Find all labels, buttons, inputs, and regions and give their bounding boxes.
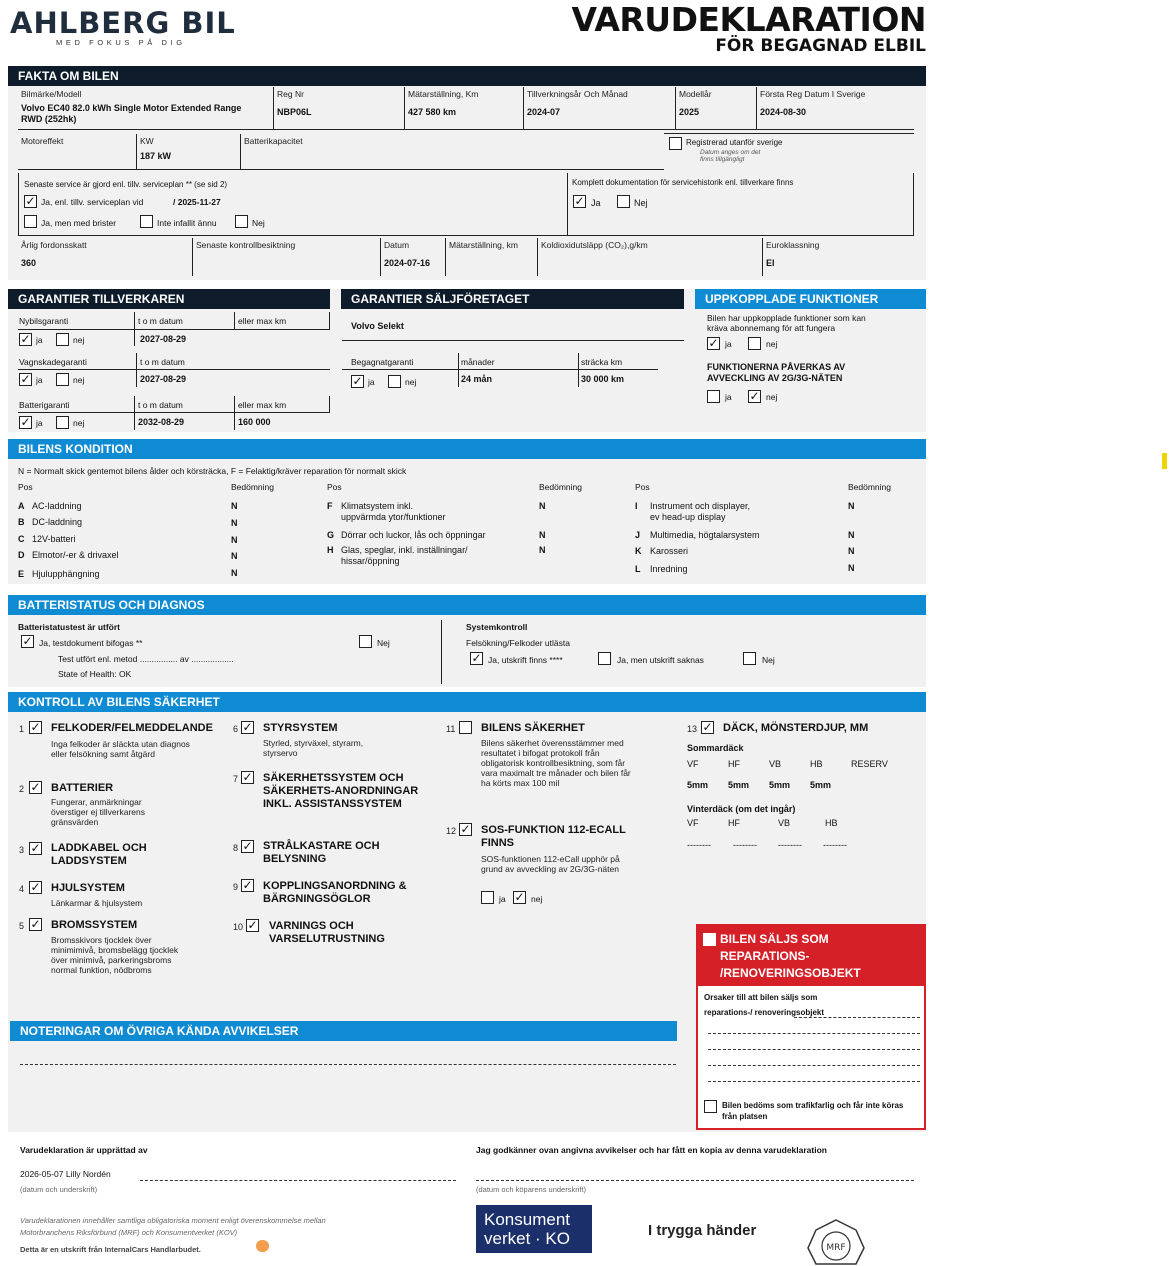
impact-yes-label: ja [725, 392, 732, 402]
summer-col-vb: VB [769, 759, 782, 769]
item5-num: 5 [19, 921, 25, 931]
cond-C-letter: C [18, 534, 25, 544]
item2-desc: Fungerar, anmärkningar överstiger ej tillverkarens gränsvärden [51, 797, 146, 827]
distance-label: sträcka km [581, 357, 623, 367]
brand-cell [18, 87, 273, 130]
service-date: / 2025-11-27 [173, 197, 221, 207]
rating-label-3: Bedömning [848, 482, 892, 492]
cond-G-label: Dörrar och luckor, lås och öppningar [341, 530, 486, 540]
printout-note: Detta är en utskrift från InternalCars Handlarbudet. [20, 1245, 201, 1254]
service-yes-label: Ja, enl. tillv. serviceplan vid [41, 197, 144, 207]
item11-title: BILENS SÄKERHET [481, 722, 585, 734]
ko-line2: verket · KO [484, 1229, 570, 1248]
kondition-header: BILENS KONDITION [8, 439, 926, 459]
battery-warranty-label: Batterigaranti [19, 400, 70, 410]
distance-value: 30 000 km [581, 374, 625, 384]
not-roadworthy-label: Bilen bedöms som trafikfarlig och får inte köras från platsen [722, 1101, 904, 1121]
winter-col-vf: VF [687, 818, 699, 828]
state-of-health: State of Health: OK [58, 669, 132, 679]
item12-desc: SOS-funktionen 112-eCall upphör på grund av avveckling av 2G/3G-näten [481, 854, 620, 874]
brand-label: Bilmärke/Modell [21, 89, 82, 99]
registered-abroad-note2: finns tillgängligt [700, 156, 745, 163]
prepared-label: Varudeklaration är upprättad av [20, 1145, 148, 1155]
item4-num: 4 [19, 884, 25, 894]
body-tom-label: t o m datum [140, 357, 185, 367]
summer-col-hb: HB [810, 759, 823, 769]
connected-no-checkbox[interactable] [748, 337, 761, 350]
mfg-value: 2024-07 [527, 107, 561, 117]
new-warranty-yes-label: ja [36, 335, 43, 345]
fault-no-label: Nej [762, 655, 775, 665]
used-warranty-no-checkbox[interactable] [388, 375, 401, 388]
cond-B-rating: N [231, 518, 238, 528]
noteringar-line[interactable] [20, 1064, 676, 1065]
kw-cell [136, 134, 240, 170]
impact-line1: FUNKTIONERNA PÅVERKAS AV [707, 362, 846, 372]
cond-A-rating: N [231, 501, 238, 511]
item11-checkbox[interactable] [459, 721, 472, 734]
cond-K-letter: K [635, 546, 642, 556]
summer-value-vb: 5mm [769, 780, 791, 790]
item12-num: 12 [446, 826, 457, 836]
trygga-logo: I trygga händer [648, 1222, 757, 1239]
fault-partial-label: Ja, men utskrift saknas [617, 655, 704, 665]
docs-no-label: Nej [634, 198, 648, 208]
item4-desc: Länkarmar & hjulsystem [51, 898, 143, 908]
motor-label: Motoreffekt [21, 136, 64, 146]
euro-cell [762, 238, 914, 276]
winter-col-hf: HF [728, 818, 740, 828]
test-yes-checkbox[interactable]: ✓ [22, 634, 33, 648]
cond-E-rating: N [231, 568, 238, 578]
cond-E-label: Hjulupphängning [32, 569, 100, 579]
item11-desc: Bilens säkerhet överensstämmer med resultatet i bifogat protokoll från obligatorisk kontrollbesiktning, som får vara maximalt tre månader och bilen får ha körts max 100 mil [481, 738, 631, 788]
inspection-label: Senaste kontrollbesiktning [196, 240, 296, 250]
fault-yes-checkbox[interactable]: ✓ [471, 651, 482, 665]
cond-L-letter: L [635, 564, 641, 574]
cond-A-label: AC-laddning [32, 501, 82, 511]
legal-line1: Varudeklarationen innehåller samtliga obligatoriska moment enligt överenskommelse mellan [20, 1216, 326, 1225]
sos-yes-label: ja [499, 894, 506, 904]
months-value: 24 mån [461, 374, 493, 384]
item7-num: 7 [233, 774, 239, 784]
cond-L-label: Inredning [650, 564, 688, 574]
winter-col-hb: HB [825, 818, 838, 828]
body-warranty-label: Vagnskadegaranti [19, 357, 87, 367]
cond-H-label2: hissar/öppning [341, 556, 400, 566]
mfg-label: Tillverkningsår Och Månad [527, 89, 628, 99]
cond-E-letter: E [18, 569, 25, 579]
cond-J-letter: J [635, 530, 641, 540]
battery-warranty-no-label: nej [73, 418, 85, 428]
service-yes-checkbox[interactable]: ✓ [25, 194, 36, 208]
cond-C-label: 12V-batteri [32, 534, 76, 544]
item10-title: VARNINGS OCH VARSELUTRUSTNING [269, 920, 385, 945]
tax-cell [18, 238, 192, 276]
registered-abroad-note1: Datum anges om det [700, 149, 761, 156]
impact-line2: AVVECKLING AV 2G/3G-NÄTEN [707, 373, 843, 383]
legal-line2: Motorbranchens Riksförbund (MRF) och Konsumentverket (KOV) [20, 1228, 238, 1237]
item9-title: KOPPLINGSANORDNING & BÄRGNINGSÖGLOR [263, 880, 407, 905]
repair-title: BILEN SÄLJS SOM REPARATIONS- /RENOVERINGSOBJEKT [720, 932, 861, 980]
co2-label: Koldioxidutsläpp (CO₂),g/km [541, 240, 648, 250]
prepared-signature-line[interactable] [140, 1180, 456, 1181]
summer-col-vf: VF [687, 759, 699, 769]
cond-I-rating: N [848, 501, 855, 511]
body-warranty-yes-checkbox[interactable]: ✓ [20, 372, 31, 386]
repair-box [696, 924, 926, 1130]
company-logo [10, 6, 236, 47]
item13-num: 13 [687, 724, 698, 734]
test-no-label: Nej [377, 638, 390, 648]
first-reg-label: Första Reg Datum I Sverige [760, 89, 866, 99]
test-method: Test utfört enl. metod ................ av .................. [58, 654, 234, 664]
cond-C-rating: N [231, 535, 238, 545]
sos-yes-checkbox[interactable] [481, 891, 494, 904]
rating-label-2: Bedömning [539, 482, 583, 492]
item8-title: STRÅLKASTARE OCH BELYSNING [263, 840, 380, 865]
connected-desc2: kräva abonnemang för att fungera [707, 323, 836, 333]
battery-warranty-no-checkbox[interactable] [56, 416, 69, 429]
insp-date-label: Datum [384, 240, 410, 250]
impact-yes-checkbox[interactable] [707, 390, 720, 403]
docs-yes-checkbox[interactable]: ✓ [574, 194, 585, 208]
new-warranty-no-label: nej [73, 335, 85, 345]
winter-label: Vinterdäck (om det ingår) [687, 804, 796, 814]
summer-label: Sommardäck [687, 743, 744, 753]
test-no-checkbox[interactable] [359, 635, 372, 648]
cond-J-rating: N [848, 530, 855, 540]
reg-value: NBP06L [277, 107, 312, 117]
title-main: VARUDEKLARATION [571, 0, 926, 39]
item5-checkbox[interactable]: ✓ [30, 917, 41, 931]
body-warranty-yes-label: ja [36, 375, 43, 385]
pos-label-1: Pos [18, 482, 33, 492]
summer-col-reserv: RESERV [851, 759, 888, 769]
connected-yes-checkbox[interactable]: ✓ [708, 336, 719, 350]
new-warranty-no-checkbox[interactable] [56, 333, 69, 346]
ko-line1: Konsument [484, 1210, 570, 1229]
rating-label-1: Bedömning [231, 482, 275, 492]
repair-header [698, 926, 924, 986]
connected-no-label: nej [766, 339, 778, 349]
konsumentverket-logo [476, 1205, 592, 1253]
new-warranty-yes-checkbox[interactable]: ✓ [20, 332, 31, 346]
winter-value-vf: -------- [687, 840, 711, 850]
item9-num: 9 [233, 882, 239, 892]
winter-value-vb: -------- [778, 840, 802, 850]
fault-partial-checkbox[interactable] [598, 652, 611, 665]
summer-value-hb: 5mm [810, 780, 832, 790]
insp-mileage-cell [445, 238, 537, 276]
winter-value-hb: -------- [823, 840, 847, 850]
first-reg-cell [756, 87, 914, 130]
not-roadworthy-checkbox[interactable] [704, 1100, 717, 1113]
batteri-header: BATTERISTATUS OCH DIAGNOS [8, 595, 926, 615]
cond-B-label: DC-laddning [32, 517, 83, 527]
item10-num: 10 [233, 922, 244, 932]
item4-title: HJULSYSTEM [51, 882, 125, 894]
impact-no-label: nej [766, 392, 778, 402]
cond-D-letter: D [18, 550, 25, 560]
cond-F-label: Klimatsystem inkl. [341, 501, 414, 511]
euro-label: Euroklassning [766, 240, 820, 250]
item2-checkbox[interactable]: ✓ [30, 780, 41, 794]
used-warranty-label: Begagnatgaranti [351, 357, 414, 367]
cond-A-letter: A [18, 501, 25, 511]
docs-no-checkbox[interactable] [617, 195, 630, 208]
used-warranty-yes-checkbox[interactable]: ✓ [352, 374, 363, 388]
mileage-value: 427 580 km [408, 107, 457, 117]
reg-cell [273, 87, 404, 130]
summer-value-vf: 5mm [687, 780, 709, 790]
seller-header: GARANTIER SÄLJFÖRETAGET [341, 289, 684, 309]
item6-checkbox[interactable]: ✓ [242, 720, 253, 734]
item1-checkbox[interactable]: ✓ [30, 720, 41, 734]
impact-no-checkbox[interactable]: ✓ [749, 389, 760, 403]
item13-checkbox[interactable]: ✓ [702, 720, 713, 734]
cond-H-letter: H [327, 545, 334, 555]
insp-date-value: 2024-07-16 [384, 258, 431, 268]
body-warranty-no-label: nej [73, 375, 85, 385]
brand-value: Volvo EC40 82.0 kWh Single Motor Extended Range RWD (252hk) [21, 103, 242, 124]
battery-warranty-yes-label: ja [36, 418, 43, 428]
summer-value-hf: 5mm [728, 780, 750, 790]
item3-title: LADDKABEL OCH LADDSYSTEM [51, 842, 147, 867]
repair-checkbox[interactable] [703, 933, 716, 946]
document-title [572, 0, 926, 56]
kw-value: 187 kW [140, 151, 172, 161]
new-max-km-label: eller max km [238, 316, 287, 326]
item7-title: SÄKERHETSSYSTEM OCH SÄKERHETS-ANORDNINGAR INKL. ASSISTANSSYSTEM [263, 772, 419, 810]
model-year-value: 2025 [679, 107, 700, 117]
logo-tagline: MED FOKUS PÅ DIG [56, 38, 186, 47]
mileage-cell [404, 87, 523, 130]
item5-desc: Bromsskivors tjocklek över minimimivå, bromsbelägg tjocklek över minimivå, parkeringsbroms normal funktion, nödbroms [51, 935, 179, 975]
system-label: Systemkontroll [466, 622, 528, 632]
item7-checkbox[interactable]: ✓ [242, 770, 253, 784]
docs-label: Komplett dokumentation för servicehistorik enl. tillverkare finns [572, 178, 794, 187]
service-faults-checkbox[interactable] [24, 215, 37, 228]
service-faults-label: Ja, men med brister [41, 218, 117, 228]
prepared-hint: (datum och underskrift) [20, 1185, 98, 1194]
motor-cell [18, 134, 136, 170]
first-reg-value: 2024-08-30 [760, 107, 807, 117]
registered-abroad-checkbox[interactable] [669, 137, 682, 150]
approve-hint: (datum och köparens underskrift) [476, 1185, 587, 1194]
cond-K-rating: N [848, 546, 855, 556]
co2-cell [537, 238, 762, 276]
reg-label: Reg Nr [277, 89, 304, 99]
cond-F-letter: F [327, 501, 333, 511]
model-year-label: Modellår [679, 89, 712, 99]
fakta-header: FAKTA OM BILEN [8, 66, 926, 86]
cond-B-letter: B [18, 517, 25, 527]
cond-D-label: Elmotor/-er & drivaxel [32, 550, 119, 560]
item11-num: 11 [446, 724, 456, 734]
heart-icon [256, 1240, 269, 1252]
noteringar-header: NOTERINGAR OM ÖVRIGA KÄNDA AVVIKELSER [10, 1021, 677, 1041]
seller-name: Volvo Selekt [351, 321, 404, 331]
cond-G-letter: G [327, 530, 335, 540]
item2-title: BATTERIER [51, 782, 114, 794]
body-warranty-no-checkbox[interactable] [56, 373, 69, 386]
kondition-section [8, 439, 926, 584]
used-warranty-no-label: nej [405, 377, 417, 387]
kw-label: KW [140, 136, 154, 146]
new-warranty-date: 2027-08-29 [140, 334, 187, 344]
sakerhet-header: KONTROLL AV BILENS SÄKERHET [8, 692, 926, 712]
cond-I-letter: I [635, 501, 638, 511]
item12-title: SOS-FUNKTION 112-ECALL FINNS [481, 824, 626, 849]
used-warranty-yes-label: ja [368, 377, 375, 387]
connected-yes-label: ja [725, 339, 732, 349]
connected-header: UPPKOPPLADE FUNKTIONER [695, 289, 926, 309]
battery-warranty-yes-checkbox[interactable]: ✓ [20, 415, 31, 429]
mileage-label: Mätarställning, Km [408, 89, 479, 99]
service-no-checkbox[interactable] [235, 215, 248, 228]
item1-desc: Inga felkoder är släckta utan diagnos eller felsökning samt åtgärd [51, 739, 190, 759]
title-sub: FÖR BEGAGNAD ELBIL [715, 36, 926, 56]
cond-K-label: Karosseri [650, 546, 689, 556]
battery-max-km-label: eller max km [238, 400, 287, 410]
service-label: Senaste service är gjord enl. tillv. serviceplan ** (se sid 2) [24, 180, 228, 189]
battery-capacity-label: Batterikapacitet [244, 136, 303, 146]
cond-G-rating: N [539, 530, 546, 540]
pos-label-3: Pos [635, 482, 650, 492]
cond-H-rating: N [539, 545, 546, 555]
test-yes-label: Ja, testdokument bifogas ** [39, 638, 143, 648]
item2-num: 2 [19, 784, 25, 794]
battery-warranty-date: 2032-08-29 [138, 417, 185, 427]
fault-no-checkbox[interactable] [743, 652, 756, 665]
new-tom-label: t o m datum [138, 316, 183, 326]
insp-mileage-label: Mätarställning, km [449, 240, 518, 250]
battery-warranty-km: 160 000 [238, 417, 271, 427]
model-year-cell [675, 87, 756, 130]
winter-value-hf: -------- [733, 840, 757, 850]
connected-desc1: Bilen har uppkopplade funktioner som kan [707, 313, 866, 323]
repair-reason: Orsaker till att bilen säljs som reparations-/ renoveringsobjekt [704, 993, 825, 1017]
item8-checkbox[interactable]: ✓ [242, 839, 253, 853]
cond-J-label: Multimedia, högtalarsystem [650, 530, 760, 540]
item5-title: BROMSSYSTEM [51, 919, 138, 931]
summer-col-hf: HF [728, 759, 740, 769]
item6-num: 6 [233, 724, 239, 734]
tax-value: 360 [21, 258, 37, 268]
cond-H-label: Glas, speglar, inkl. inställningar/ [341, 545, 468, 555]
cond-L-rating: N [848, 563, 855, 573]
test-label: Batteristatustest är utfört [18, 622, 121, 632]
new-warranty-label: Nybilsgaranti [19, 316, 69, 326]
inspection-cell [192, 238, 380, 276]
item12-checkbox[interactable]: ✓ [460, 822, 471, 836]
months-label: månader [461, 357, 495, 367]
docs-yes-label: Ja [591, 198, 601, 208]
cond-F-rating: N [539, 501, 546, 511]
battery-capacity-cell [240, 134, 664, 170]
service-not-yet-checkbox[interactable] [140, 215, 153, 228]
body-warranty-date: 2027-08-29 [140, 374, 187, 384]
cond-D-rating: N [231, 551, 238, 561]
mfg-cell [523, 87, 675, 130]
registered-abroad-label: Registrerad utanför sverige [686, 138, 783, 147]
yellow-marker [1162, 453, 1167, 469]
item8-num: 8 [233, 843, 239, 853]
item13-title: DÄCK, MÖNSTERDJUP, MM [723, 722, 869, 734]
seal-text: MRF [826, 1243, 846, 1253]
fault-label: Felsökning/Felkoder utlästa [466, 638, 570, 648]
approve-label: Jag godkänner ovan angivna avvikelser och har fått en kopia av denna varudeklaration [476, 1145, 827, 1155]
cond-F-label2: uppvärmda ytor/funktioner [341, 512, 446, 522]
item10-checkbox[interactable]: ✓ [247, 918, 258, 932]
prepared-value: 2026-05-07 Lilly Nordén [20, 1169, 111, 1179]
item3-num: 3 [19, 845, 25, 855]
approve-signature-line[interactable] [476, 1180, 914, 1181]
item1-num: 1 [19, 724, 25, 734]
fault-yes-label: Ja, utskrift finns **** [488, 655, 563, 665]
sos-no-checkbox[interactable]: ✓ [514, 890, 525, 904]
cond-I-label2: ev head-up display [650, 512, 726, 522]
pos-label-2: Pos [327, 482, 342, 492]
item1-title: FELKODER/FELMEDDELANDE [51, 722, 213, 734]
battery-tom-label: t o m datum [138, 400, 183, 410]
service-not-yet-label: Inte infallit ännu [157, 218, 217, 228]
sos-no-label: nej [531, 894, 543, 904]
logo-text: AHLBERG BIL [10, 6, 236, 40]
cond-I-label: Instrument och displayer, [650, 501, 751, 511]
kondition-legend: N = Normalt skick gentemot bilens ålder och körsträcka, F = Felaktig/kräver reparation för normalt skick [18, 466, 407, 476]
item4-checkbox[interactable]: ✓ [30, 880, 41, 894]
item9-checkbox[interactable]: ✓ [242, 878, 253, 892]
mrf-seal-icon [804, 1218, 868, 1266]
item6-desc: Styrled, styrväxel, styrarm, styrservo [263, 738, 364, 758]
item3-checkbox[interactable]: ✓ [30, 841, 41, 855]
garanti-header: GARANTIER TILLVERKAREN [8, 289, 330, 309]
service-no-label: Nej [252, 218, 265, 228]
winter-col-vb: VB [778, 818, 791, 828]
euro-value: El [766, 258, 775, 268]
insp-date-cell [380, 238, 445, 276]
item6-title: STYRSYSTEM [263, 722, 338, 734]
tax-label: Årlig fordonsskatt [21, 240, 87, 250]
